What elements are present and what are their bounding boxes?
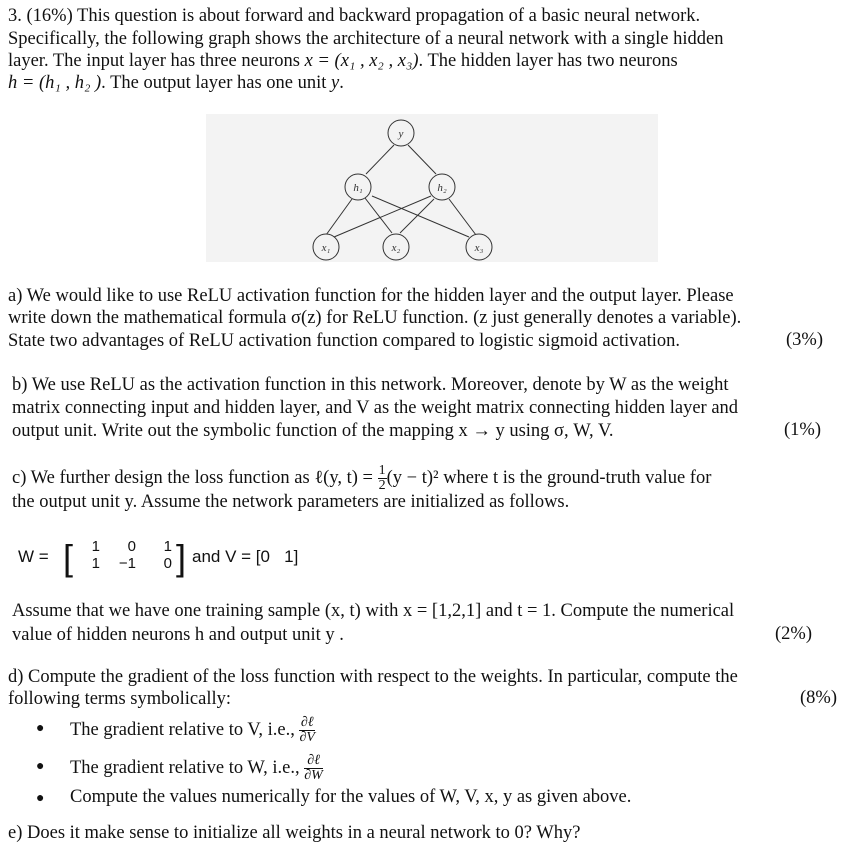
question-line-3c: . The hidden layer has two neurons bbox=[418, 51, 678, 71]
label-x2: x₂ bbox=[391, 242, 401, 254]
edge-x1-h1 bbox=[326, 199, 352, 235]
bullet-2-text: The gradient relative to W, i.e., bbox=[70, 757, 305, 778]
w-row-2 bbox=[76, 555, 172, 572]
dl-dw-fraction bbox=[304, 754, 323, 783]
w-cell: 1 bbox=[163, 538, 172, 555]
w-left-bracket: [ bbox=[63, 537, 74, 578]
w-cell: 1 bbox=[91, 538, 100, 555]
weights-matrix-block bbox=[18, 538, 338, 578]
edge-h2-y bbox=[408, 145, 436, 174]
part-b-line-3: output unit. Write out the symbolic function of the mapping x → y using σ, W, V. bbox=[12, 421, 614, 441]
label-x1: x₁ bbox=[321, 242, 331, 254]
part-a-line-1: a) We would like to use ReLU activation function for the hidden layer and the output layer. Please bbox=[8, 286, 734, 306]
bullet-3-icon: ● bbox=[36, 791, 45, 806]
half-num: 1 bbox=[378, 463, 386, 478]
question-line-3a: layer. The input layer has three neurons bbox=[8, 51, 305, 71]
part-d-line-2: following terms symbolically: bbox=[8, 689, 232, 709]
part-c-line-2: the output unit y. Assume the network parameters are initialized as follows. bbox=[12, 492, 570, 512]
edge-h1-y bbox=[366, 145, 394, 174]
dl-dv-fraction bbox=[299, 716, 314, 745]
part-d-line-1: d) Compute the gradient of the loss function with respect to the weights. In particular, compute the bbox=[8, 667, 738, 687]
question-line-1: 3. (16%) This question is about forward and backward propagation of a basic neural network. bbox=[8, 6, 701, 26]
dl-dv-num: ∂ℓ bbox=[300, 715, 314, 730]
part-a-points: (3%) bbox=[786, 330, 823, 350]
bullet-2-icon: ● bbox=[36, 759, 45, 774]
dl-dv-den: ∂V bbox=[299, 730, 315, 745]
dl-dw-num: ∂ℓ bbox=[304, 754, 323, 769]
edge-x3-h1 bbox=[372, 196, 469, 237]
label-h2: h₂ bbox=[437, 182, 447, 194]
half-den: 2 bbox=[378, 478, 386, 493]
label-y: y bbox=[398, 128, 404, 140]
part-c-line-3: Assume that we have one training sample (x, t) with x = [1,2,1] and t = 1. Compute the numerical bbox=[12, 601, 735, 621]
output-unit-notation: y bbox=[331, 73, 340, 93]
input-vector-notation: x = (x₁ , x₂ , x₃) bbox=[304, 51, 419, 71]
v-definition: and V = [0 1] bbox=[192, 547, 299, 566]
network-diagram-svg bbox=[206, 114, 658, 262]
part-c-points: (2%) bbox=[775, 624, 812, 644]
edge-x2-h2 bbox=[400, 199, 434, 233]
part-c-line-1a: c) We further design the loss function as ℓ(y, t) = bbox=[12, 467, 378, 488]
part-d-bullet-2 bbox=[70, 754, 323, 783]
w-right-bracket: ] bbox=[176, 537, 187, 578]
w-row-1 bbox=[76, 538, 172, 555]
label-x3: x₃ bbox=[474, 242, 484, 254]
part-d-points: (8%) bbox=[800, 688, 837, 708]
dl-dw-den: ∂W bbox=[304, 768, 323, 783]
label-h1: h₁ bbox=[353, 182, 363, 194]
w-cell: −1 bbox=[118, 555, 136, 572]
part-a-line-2: write down the mathematical formula σ(z) for ReLU function. (z just generally denotes a variable). bbox=[8, 308, 742, 328]
bullet-1-icon: ● bbox=[36, 721, 45, 736]
part-a-line-3: State two advantages of ReLU activation function compared to logistic sigmoid activation. bbox=[8, 331, 680, 351]
part-d-bullet-3: Compute the values numerically for the values of W, V, x, y as given above. bbox=[70, 787, 632, 807]
edge-x3-h2 bbox=[449, 199, 476, 235]
question-line-2: Specifically, the following graph shows the architecture of a neural network with a single hidden bbox=[8, 29, 724, 49]
question-line-4d: . bbox=[339, 73, 344, 93]
part-d-bullet-1 bbox=[70, 716, 315, 745]
w-cell: 0 bbox=[127, 538, 136, 555]
w-cell: 0 bbox=[163, 555, 172, 572]
part-c-line-1 bbox=[12, 464, 711, 493]
w-label: W = bbox=[18, 547, 49, 566]
w-matrix-body bbox=[76, 538, 172, 572]
part-b-line-2: matrix connecting input and hidden layer, and V as the weight matrix connecting hidden layer and bbox=[12, 398, 739, 418]
hidden-vector-notation: h = (h₁ , h₂ ) bbox=[8, 73, 102, 93]
part-c-line-4: value of hidden neurons h and output unit y . bbox=[12, 625, 344, 645]
part-b-line-1: b) We use ReLU as the activation function in this network. Moreover, denote by W as the weight bbox=[12, 375, 729, 395]
network-diagram bbox=[206, 114, 658, 262]
bullet-1-text: The gradient relative to V, i.e., bbox=[70, 719, 300, 740]
part-e-line-1: e) Does it make sense to initialize all weights in a neural network to 0? Why? bbox=[8, 823, 581, 843]
w-cell: 1 bbox=[91, 555, 100, 572]
question-line-4 bbox=[8, 72, 344, 94]
question-line-4b: . The output layer has one unit bbox=[101, 73, 332, 93]
question-line-3 bbox=[8, 50, 678, 72]
part-b-points: (1%) bbox=[784, 420, 821, 440]
part-c-line-1b: (y − t)² where t is the ground-truth value for bbox=[386, 467, 712, 488]
half-fraction bbox=[378, 464, 387, 493]
